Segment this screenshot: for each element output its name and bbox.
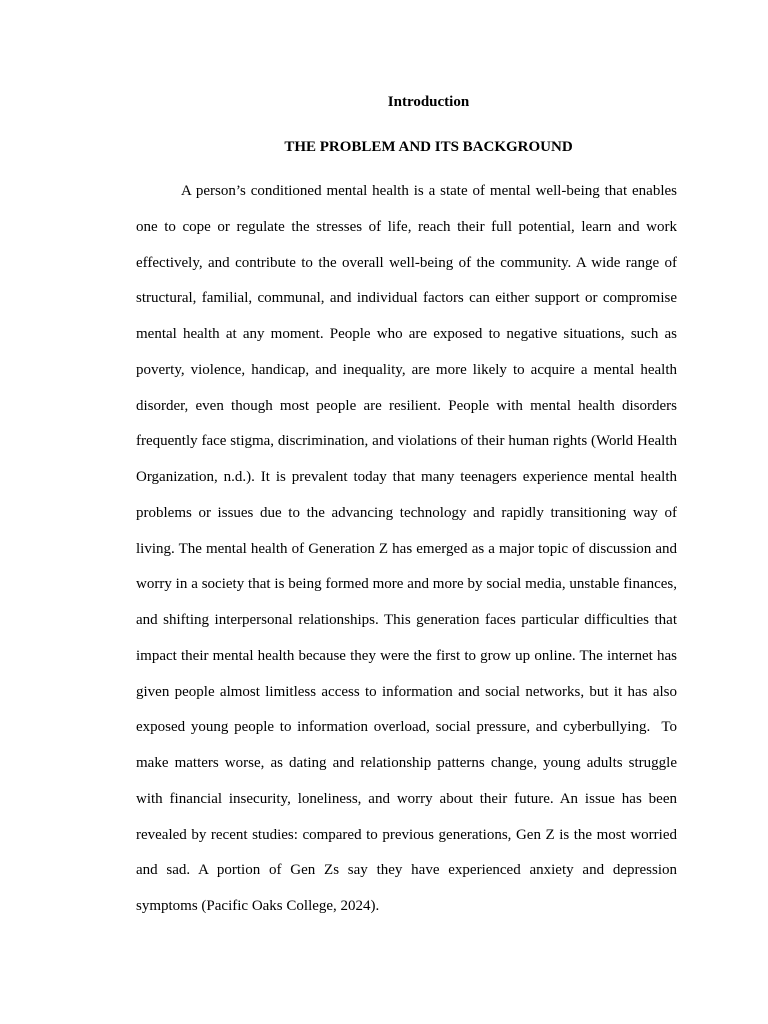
- document-title: Introduction: [387, 94, 470, 110]
- body-paragraph: A person’s conditioned mental health is a state of mental well-being that enables one to cope or regulate the stresses of life, reach their full potential, learn and work effectively, and contribute to the overall well-being of the community. A wide range of structural, familial, communal, and individual factors can either support or compromise mental health at any moment. People who are exposed to negative situations, such as poverty, violence, handicap, and inequality, are more likely to acquire a mental health disorder, even though most people are resilient. People with mental health disorders frequently face stigma, discrimination, and violations of their human rights (World Health Organization, n.d.). It is prevalent today that many teenagers experience mental health problems or issues due to the advancing technology and rapidly transitioning way of living. The mental health of Generation Z has emerged as a major topic of discussion and worry in a society that is being formed more and more by social media, unstable finances, and shifting interpersonal relationships. This generation faces particular difficulties that impact their mental health because they were the first to grow up online. The internet has given people almost limitless access to information and social networks, but it has also exposed young people to information overload, social pressure, and cyberbullying. To make matters worse, as dating and relationship patterns change, young adults struggle with financial insecurity, loneliness, and worry about their future. An issue has been revealed by recent studies: compared to previous generations, Gen Z is the most worried and sad. A portion of Gen Zs say they have experienced anxiety and depression symptoms (Pacific Oaks College, 2024).: [136, 183, 681, 914]
- document-body: [136, 92, 681, 925]
- section-heading: THE PROBLEM AND ITS BACKGROUND: [284, 139, 573, 155]
